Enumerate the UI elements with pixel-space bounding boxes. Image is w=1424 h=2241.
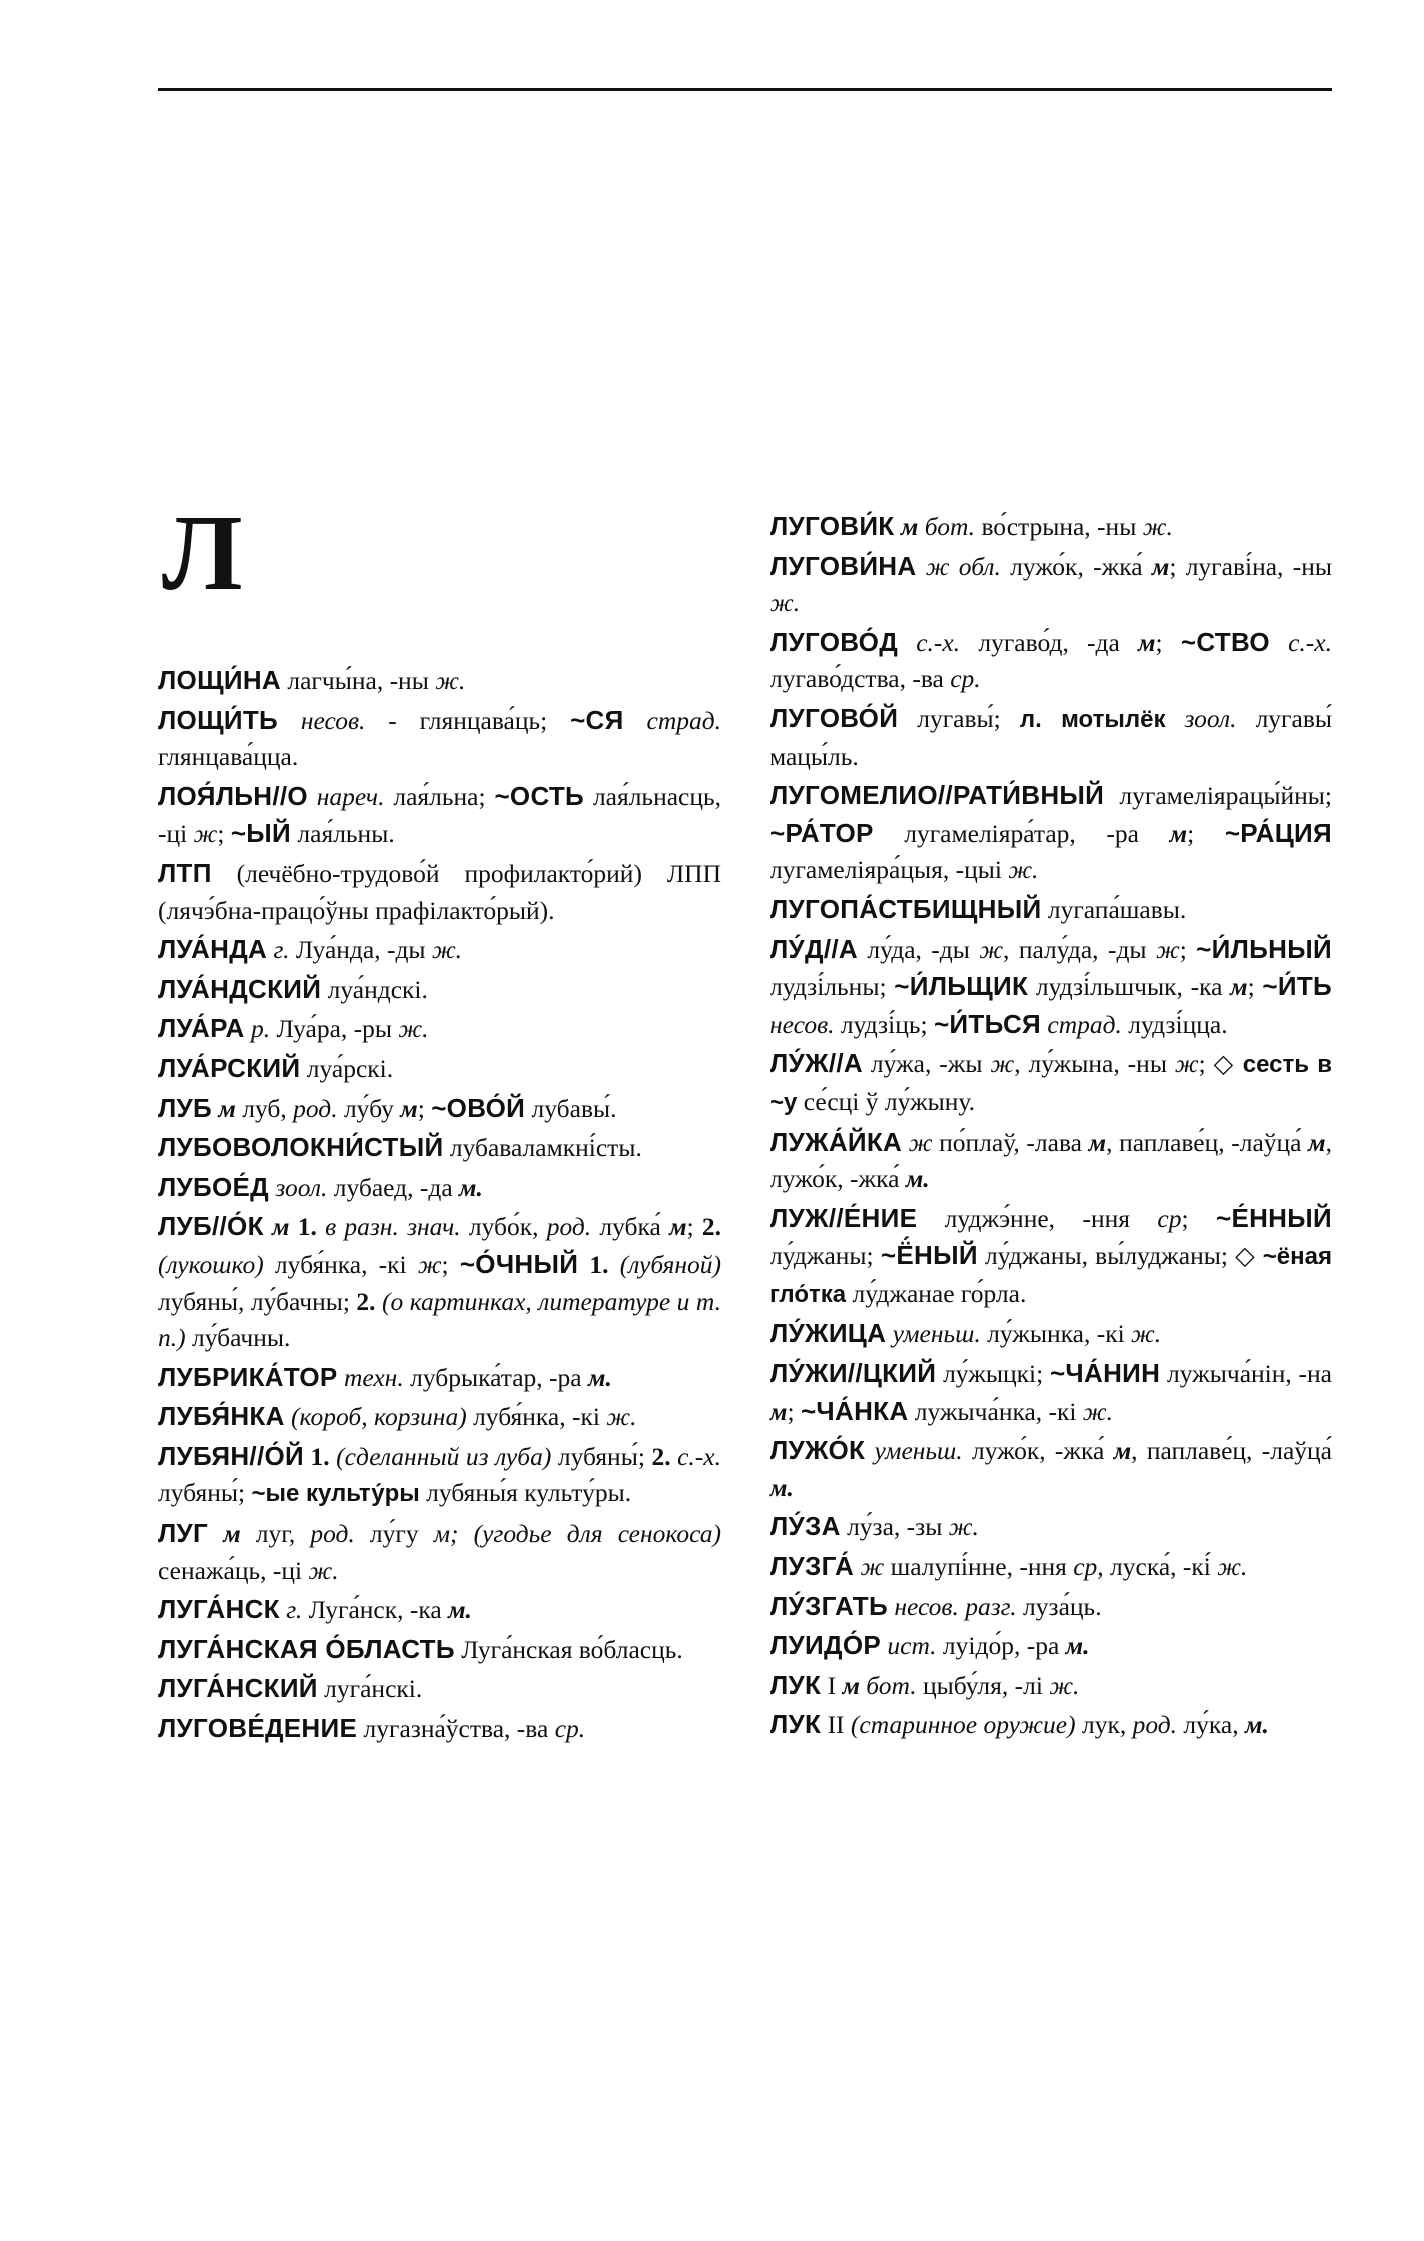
dictionary-entry xyxy=(158,1129,721,1167)
grammar-label: страд. xyxy=(1047,1009,1122,1039)
dictionary-entry xyxy=(770,1355,1332,1430)
translation-text xyxy=(1270,628,1288,657)
gender-label: м xyxy=(770,1396,788,1426)
translation-text: лудзі́льшчык, -ка xyxy=(1028,972,1231,1002)
grammar-label: ж. xyxy=(606,1402,637,1432)
headword: ЛОЩИ́ТЬ xyxy=(158,704,279,735)
grammar-label: ж. xyxy=(1049,1670,1080,1700)
headword: ЛУБРИКА́ТОР xyxy=(158,1361,338,1392)
grammar-label: ж xyxy=(193,819,218,849)
translation-text: ; xyxy=(417,1093,432,1123)
subentry: ~СТВО xyxy=(1180,626,1270,657)
phrase: ~ёная гло́тка xyxy=(770,1243,1332,1308)
grammar-label: ж. xyxy=(948,1512,979,1542)
translation-text: лу́бачны. xyxy=(185,1323,291,1353)
subentry: ~ЧА́НИН xyxy=(1049,1358,1161,1389)
headword: ЛУК xyxy=(770,1669,822,1700)
translation-text: лу́джанае го́рла. xyxy=(846,1278,1027,1308)
headword: ЛУА́НДА xyxy=(158,934,268,965)
dictionary-entry xyxy=(158,971,721,1009)
grammar-label: (лубяной) xyxy=(619,1249,722,1279)
gender-label: м xyxy=(1088,1127,1107,1157)
translation-text: ; xyxy=(441,1249,460,1279)
phrase: л. мотылёк xyxy=(1019,705,1166,733)
grammar-label: ж xyxy=(860,1552,885,1582)
translation-text: луа́ндскі. xyxy=(321,974,428,1004)
dictionary-entry xyxy=(158,1050,721,1088)
headword: ЛУГОМЕЛИО//РАТИ́ВНЫЙ xyxy=(770,780,1105,811)
gender-label: м xyxy=(218,1093,236,1123)
subentry: ~И́ТЬСЯ xyxy=(933,1008,1042,1039)
grammar-label: уменьш. xyxy=(892,1319,981,1349)
grammar-label: бот. xyxy=(924,512,976,541)
left-column xyxy=(158,662,721,1750)
subentry: ~СЯ xyxy=(570,704,624,735)
headword: ЛУГОВИ́НА xyxy=(770,550,917,581)
subentry: ~И́ЛЬЩИК xyxy=(894,971,1029,1002)
gender-label: м xyxy=(842,1670,860,1700)
grammar-label: бот. xyxy=(866,1670,917,1700)
grammar-label: в разн. знач. xyxy=(325,1212,461,1242)
translation-text: лужыча́нін, -на xyxy=(1160,1359,1332,1389)
gender-label: м. xyxy=(1244,1710,1269,1740)
subentry: ~И́ЛЬНЫЙ xyxy=(1196,933,1332,964)
translation-text: лу́жыцкі; xyxy=(936,1359,1050,1389)
translation-text: лубка́ xyxy=(591,1212,670,1242)
translation-text: лудзі́цца. xyxy=(1121,1009,1228,1039)
sense-number: 1. xyxy=(297,1212,317,1242)
translation-text xyxy=(264,1212,272,1241)
gender-label: м. xyxy=(1065,1631,1090,1661)
gender-label: м. xyxy=(770,1472,794,1502)
grammar-label: ж. xyxy=(1131,1319,1162,1349)
headword: ЛУА́РСКИЙ xyxy=(158,1052,301,1083)
grammar-label: ист. xyxy=(887,1631,937,1661)
headword: ЛУГ xyxy=(158,1518,209,1549)
translation-text: лубавы́. xyxy=(525,1093,617,1123)
grammar-label: ж xyxy=(990,1049,1015,1079)
translation-text: лу́да, -ды xyxy=(857,934,980,964)
translation-text: лужо́к, -жка́ xyxy=(962,1436,1114,1466)
translation-text: лу́за, -зы xyxy=(840,1512,949,1542)
grammar-label: род. xyxy=(546,1212,592,1242)
headword: ЛУЖ//Е́НИЕ xyxy=(770,1202,918,1233)
headword: ЛУБОВОЛОКНИ́СТЫЙ xyxy=(158,1132,444,1163)
translation-text: луідо́р, -ра xyxy=(936,1631,1066,1661)
translation-text: лубрыка́тар, -ра xyxy=(403,1362,588,1392)
translation-text: лубя́нка, -кі xyxy=(263,1249,418,1279)
grammar-label: ср. xyxy=(950,664,981,694)
grammar-label: г. xyxy=(273,935,290,965)
grammar-label: ж xyxy=(908,1127,933,1157)
subentry: ~РА́ЦИЯ xyxy=(1224,817,1332,848)
grammar-label: ср xyxy=(1157,1203,1182,1233)
headword: ЛУБЯН//О́Й xyxy=(158,1440,304,1471)
sense-number: 2. xyxy=(356,1286,376,1316)
headword: ЛУГОВО́Д xyxy=(770,626,899,657)
translation-text: ; xyxy=(1179,934,1197,964)
dictionary-entry xyxy=(158,1631,721,1669)
subentry: ~ЧА́НКА xyxy=(800,1395,909,1426)
gender-label: м xyxy=(1138,627,1156,657)
translation-text: лук, xyxy=(1075,1710,1133,1740)
translation-text: ; xyxy=(1247,972,1263,1002)
subentry: ~РА́ТОР xyxy=(770,817,874,848)
dictionary-entry xyxy=(770,1508,1332,1546)
translation-text: по́плаў, -лава xyxy=(932,1127,1089,1157)
translation-text: лугавы́; xyxy=(898,703,1020,733)
translation-text: Луа́нда, -ды xyxy=(289,935,432,965)
grammar-label: ж. xyxy=(770,588,801,618)
headword: ЛУЗГА́ xyxy=(770,1551,855,1582)
headword: ЛТП xyxy=(158,857,212,888)
translation-text: ; xyxy=(686,1212,702,1242)
subentry: ~О́ЧНЫЙ xyxy=(459,1248,579,1279)
grammar-label: ж. xyxy=(1142,512,1173,541)
gender-label: м xyxy=(1308,1127,1326,1157)
translation-text: лугаво́д, -да xyxy=(960,627,1139,657)
grammar-label: с.-х. xyxy=(677,1441,721,1471)
headword: ЛОЩИ́НА xyxy=(158,665,282,695)
gender-label: м xyxy=(1169,818,1188,848)
dictionary-entry xyxy=(770,1432,1332,1506)
translation-text: луб, xyxy=(235,1093,294,1123)
gender-label: м. xyxy=(448,1595,472,1625)
headword: ЛУЖО́К xyxy=(770,1435,866,1466)
gender-label: м xyxy=(1230,972,1248,1002)
translation-text xyxy=(916,552,925,581)
translation-text: во́стрына, -ны xyxy=(975,512,1143,541)
dictionary-entry xyxy=(770,891,1332,929)
translation-text: лу́жа, -жы xyxy=(862,1049,991,1079)
translation-text: лудзі́ць; xyxy=(834,1009,934,1039)
translation-text xyxy=(865,1436,874,1465)
subentry: ~ЫЙ xyxy=(230,818,292,849)
translation-text: лая́льна; xyxy=(384,781,495,811)
translation-text: лужо́к, -жка́ xyxy=(1000,551,1152,581)
translation-text xyxy=(624,706,647,735)
translation-text: , луска́, -кі́ xyxy=(1097,1552,1218,1582)
sense-number: 1. xyxy=(589,1249,609,1279)
translation-text xyxy=(609,1250,620,1279)
translation-text: лугамеліяра́тар, -ра xyxy=(873,818,1170,848)
dictionary-entry xyxy=(158,1591,721,1629)
dictionary-entry xyxy=(158,702,721,776)
grammar-label: род. xyxy=(293,1093,338,1123)
translation-text: сенажа́ць, -ці xyxy=(158,1555,309,1585)
subentry: ~И́ТЬ xyxy=(1262,971,1332,1002)
dictionary-entry xyxy=(770,931,1332,1044)
dictionary-entry xyxy=(158,778,721,853)
translation-text: ; xyxy=(1187,818,1225,848)
gender-label: м xyxy=(900,512,919,541)
headword: ЛУГОВИ́К xyxy=(770,511,895,541)
translation-text xyxy=(308,782,317,811)
translation-text: лубяны́я культу́ры. xyxy=(419,1478,632,1508)
grammar-label: зоол. xyxy=(1184,703,1237,733)
gender-label: м xyxy=(400,1093,418,1123)
dictionary-entry xyxy=(158,855,721,929)
gender-label: м. xyxy=(905,1164,930,1194)
translation-text: лугамеліярацы́йны; xyxy=(1104,781,1332,811)
gender-label: м. xyxy=(459,1172,483,1202)
headword: ЛУ́ЗА xyxy=(770,1511,841,1542)
grammar-label: ж xyxy=(1174,1049,1199,1079)
dictionary-entry xyxy=(158,1359,721,1397)
grammar-label: род. xyxy=(310,1519,355,1549)
dictionary-entry xyxy=(158,1090,721,1128)
grammar-label: несов. xyxy=(770,1009,835,1039)
translation-text: (лечёбно-трудово́й профилакто́рий) ЛПП (лячэ́бна-працо́ўны прафілакто́рый). xyxy=(158,858,721,925)
grammar-label: (старинное оружие) xyxy=(850,1710,1076,1740)
translation-text: , лу́жына, -ны xyxy=(1014,1049,1175,1079)
grammar-label: ж. xyxy=(308,1555,339,1585)
dictionary-entry xyxy=(158,1670,721,1708)
translation-text: лугазна́ўства, -ва xyxy=(357,1714,555,1744)
translation-text xyxy=(278,706,301,735)
translation-text: лу́гу xyxy=(354,1519,434,1549)
phrase: ~ые культу́ры xyxy=(251,1480,420,1508)
grammar-label: ж. xyxy=(431,935,463,965)
headword: ЛУ́ЗГАТЬ xyxy=(770,1590,888,1621)
headword: ЛУБЯ́НКА xyxy=(158,1401,285,1432)
translation-text: луг, xyxy=(240,1519,311,1549)
sense-number: 2. xyxy=(701,1212,722,1242)
headword: ЛУГОВЕ́ДЕНИЕ xyxy=(158,1713,358,1744)
top-rule xyxy=(158,88,1332,91)
dictionary-entry xyxy=(158,1010,721,1048)
translation-text: лубяны́; xyxy=(551,1441,652,1471)
headword: ЛУЖА́ЙКА xyxy=(770,1126,903,1157)
dictionary-entry xyxy=(770,624,1332,698)
grammar-label: ж. xyxy=(1008,855,1039,885)
translation-text: Луга́нск, -ка xyxy=(302,1595,449,1625)
translation-text xyxy=(289,1212,297,1241)
translation-text xyxy=(208,1519,223,1548)
grammar-label: страд. xyxy=(646,705,722,735)
grammar-label: нареч. xyxy=(316,781,385,811)
grammar-label: (о картинках, литературе и т. п.) xyxy=(158,1286,721,1353)
gender-label: м. xyxy=(587,1362,612,1392)
grammar-label: р. xyxy=(250,1014,271,1044)
translation-text: I xyxy=(821,1670,843,1700)
headword: ЛУГА́НСКИЙ xyxy=(158,1673,318,1704)
translation-text: , паплаве́ц, -лаўца́ xyxy=(1131,1436,1332,1466)
translation-text: ; xyxy=(1155,627,1181,657)
translation-text: луга́нскі. xyxy=(317,1674,423,1704)
grammar-label: (лукошко) xyxy=(158,1249,264,1279)
dictionary-entry xyxy=(770,1548,1332,1586)
dictionary-entry xyxy=(158,1710,721,1748)
headword: ЛУ́Д//А xyxy=(770,933,858,964)
translation-text: лубяны́, лу́бачны; xyxy=(158,1286,357,1316)
dictionary-entry xyxy=(158,931,721,969)
translation-text: лубо́к, xyxy=(460,1212,547,1242)
headword: ЛУБ//О́К xyxy=(158,1211,264,1242)
translation-text: лубаваламкні́сты. xyxy=(443,1133,642,1163)
headword: ЛУБ xyxy=(158,1092,213,1123)
headword: ЛУГОВО́Й xyxy=(770,702,899,733)
grammar-label: зоол. xyxy=(275,1172,328,1202)
grammar-label: техн. xyxy=(343,1362,404,1392)
grammar-label: с.-х. xyxy=(916,627,961,657)
subentry: ~ОВО́Й xyxy=(431,1092,526,1123)
translation-text: лу́бу xyxy=(337,1093,401,1123)
translation-text xyxy=(1165,704,1184,733)
dictionary-entry xyxy=(158,1169,721,1207)
headword: ЛУГА́НСКАЯ О́БЛАСТЬ xyxy=(158,1633,455,1664)
grammar-label: (короб, корзина) xyxy=(291,1402,467,1432)
translation-text: лая́льнасць, -ці xyxy=(158,781,721,849)
headword: ЛУА́РА xyxy=(158,1013,245,1044)
translation-text xyxy=(902,1128,909,1157)
grammar-label: ж. xyxy=(435,666,466,695)
translation-text: ; ◇ xyxy=(1198,1049,1243,1079)
translation-text: луза́ць. xyxy=(1016,1591,1102,1621)
translation-text xyxy=(578,1250,589,1279)
translation-text: цыбу́ля, -лі xyxy=(916,1670,1050,1700)
grammar-label: (сделанный из луба) xyxy=(336,1441,552,1471)
translation-text: лудзі́льны; xyxy=(770,972,895,1002)
grammar-label: уменьш. xyxy=(874,1436,963,1466)
dictionary-entry xyxy=(770,508,1332,546)
gender-label: м xyxy=(669,1212,687,1242)
grammar-label: м; (угодье для сенокоса) xyxy=(433,1519,722,1549)
translation-text: лу́джаны; xyxy=(770,1241,881,1271)
translation-text: , палу́да, -ды xyxy=(1003,934,1156,964)
translation-text: ; xyxy=(217,819,231,849)
grammar-label: ж. xyxy=(398,1014,429,1044)
subentry: ~Е́ННЫЙ xyxy=(1215,1202,1333,1233)
dictionary-entry xyxy=(770,1124,1332,1198)
translation-text: се́сці ў лу́жыну. xyxy=(797,1086,975,1116)
headword: ЛУК xyxy=(770,1709,822,1740)
translation-text: , паплаве́ц, -лаўца́ xyxy=(1106,1127,1309,1157)
translation-text: II xyxy=(821,1710,851,1740)
section-letter: Л xyxy=(162,494,243,613)
dictionary-entry xyxy=(158,1208,721,1356)
gender-label: м xyxy=(223,1519,241,1549)
dictionary-entry xyxy=(770,700,1332,775)
dictionary-entry xyxy=(770,1045,1332,1121)
dictionary-entry xyxy=(158,662,721,700)
translation-text: луджэ́нне, -ння xyxy=(917,1203,1158,1233)
translation-text: лу́ка, xyxy=(1177,1710,1245,1740)
dictionary-entry xyxy=(158,1398,721,1436)
headword: ЛУА́НДСКИЙ xyxy=(158,973,322,1004)
headword: ЛУГА́НСК xyxy=(158,1594,280,1625)
subentry: ~Ё́НЫЙ xyxy=(880,1240,978,1271)
gender-label: м xyxy=(271,1212,290,1242)
dictionary-entry xyxy=(770,1315,1332,1353)
translation-text: Луга́нская во́бласць. xyxy=(454,1634,683,1664)
translation-text: , лужо́к, -жка́ xyxy=(770,1127,1332,1194)
translation-text: лу́джаны, вы́луджаны; ◇ xyxy=(977,1241,1263,1271)
dictionary-entry xyxy=(158,1515,721,1589)
subentry: ~ОСТЬ xyxy=(494,780,585,811)
headword: ЛУ́ЖИЦА xyxy=(770,1318,887,1349)
grammar-label: г. xyxy=(286,1595,303,1625)
translation-text: лугапа́шавы. xyxy=(1041,894,1187,924)
dictionary-entry xyxy=(770,548,1332,622)
dictionary-entry xyxy=(770,777,1332,889)
headword: ЛУ́Ж//А xyxy=(770,1048,863,1079)
dictionary-entry xyxy=(158,1438,721,1513)
translation-text: ; xyxy=(787,1396,801,1426)
translation-text: ; лугаві́на, -ны xyxy=(1169,551,1332,581)
grammar-label: ж обл. xyxy=(925,551,1001,581)
translation-text: лугавы́ мацы́ль. xyxy=(770,703,1332,771)
right-column xyxy=(770,508,1332,1746)
headword: ЛУГОПА́СТБИЩНЫЙ xyxy=(770,893,1042,924)
dictionary-entry xyxy=(770,1588,1332,1626)
translation-text: луа́рскі. xyxy=(300,1053,394,1083)
translation-text: лугамеліяра́цыя, -цыі xyxy=(770,855,1009,885)
gender-label: м xyxy=(1151,551,1170,581)
grammar-label: ср. xyxy=(554,1714,586,1744)
translation-text xyxy=(317,1212,325,1241)
headword: ЛУИДО́Р xyxy=(770,1630,881,1661)
translation-text xyxy=(898,628,916,657)
headword: ЛОЯ́ЛЬН//О xyxy=(158,780,308,811)
grammar-label: ср xyxy=(1073,1552,1098,1582)
translation-text: ; xyxy=(1181,1203,1216,1233)
grammar-label: ж. xyxy=(1217,1552,1248,1582)
translation-text: Луа́ра, -ры xyxy=(270,1014,399,1044)
grammar-label: несов. разг. xyxy=(894,1591,1017,1621)
sense-number: 2. xyxy=(651,1441,671,1471)
translation-text: лая́льны. xyxy=(291,819,395,849)
phrase: сесть в ~у xyxy=(770,1051,1332,1116)
translation-text: лубя́нка, -кі xyxy=(466,1402,607,1432)
grammar-label: ж xyxy=(1155,934,1180,964)
grammar-label: с.-х. xyxy=(1288,627,1332,657)
translation-text: шалупі́нне, -ння xyxy=(884,1552,1074,1582)
grammar-label: ж. xyxy=(1082,1396,1113,1426)
translation-text: - глянцава́ць; xyxy=(365,705,571,735)
translation-text: лубяны́; xyxy=(158,1478,252,1508)
grammar-label: несов. xyxy=(300,705,366,735)
translation-text: лужыча́нка, -кі xyxy=(908,1396,1083,1426)
dictionary-entry xyxy=(770,1667,1332,1705)
translation-text: лу́жынка, -кі xyxy=(980,1319,1132,1349)
sense-number: 1. xyxy=(310,1441,330,1471)
grammar-label: род. xyxy=(1132,1710,1178,1740)
translation-text: лугаво́дства, -ва xyxy=(770,664,951,694)
dictionary-entry xyxy=(770,1706,1332,1744)
translation-text: глянцава́цца. xyxy=(158,742,299,772)
grammar-label: ж xyxy=(417,1249,442,1279)
dictionary-entry xyxy=(770,1627,1332,1665)
headword: ЛУ́ЖИ//ЦКИЙ xyxy=(770,1358,937,1389)
grammar-label: ж xyxy=(979,934,1004,964)
headword: ЛУБОЕ́Д xyxy=(158,1171,269,1202)
translation-text: лагчы́на, -ны xyxy=(281,666,436,695)
gender-label: м xyxy=(1113,1436,1132,1466)
translation-text: лубаед, -да xyxy=(327,1172,460,1202)
dictionary-entry xyxy=(770,1200,1332,1314)
